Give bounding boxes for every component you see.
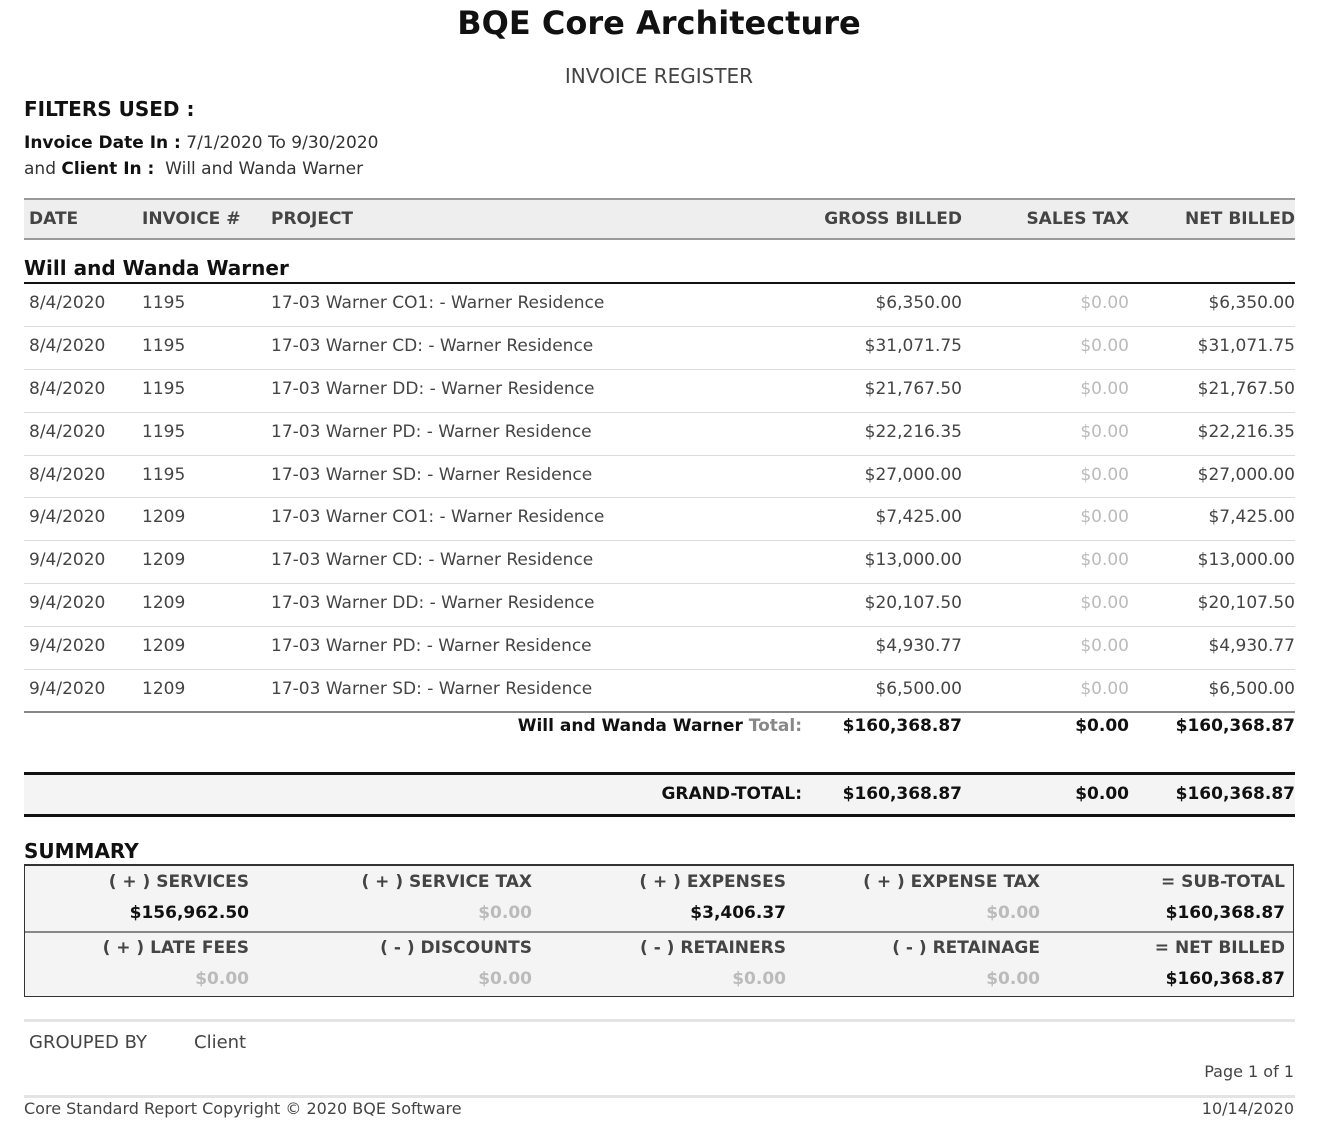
summary-late-fees-value: $0.00 <box>195 969 249 989</box>
table-row <box>24 370 1295 413</box>
table-row <box>24 284 1295 327</box>
filter-client-value: Will and Wanda Warner <box>165 159 364 179</box>
row-tax: $0.00 <box>1080 507 1129 528</box>
summary-subtotal-value: $160,368.87 <box>1165 903 1285 923</box>
filter-client-label: Client In : <box>61 159 155 179</box>
table-row <box>24 456 1295 499</box>
col-project: PROJECT <box>271 209 354 229</box>
row-date: 8/4/2020 <box>29 335 106 356</box>
summary-retainage-label: ( - ) RETAINAGE <box>892 938 1040 958</box>
table-row <box>24 327 1295 370</box>
row-gross: $13,000.00 <box>864 550 962 571</box>
row-invoice: 1209 <box>142 679 186 700</box>
footer-divider <box>24 1019 1295 1022</box>
col-net-billed: NET BILLED <box>1184 209 1295 229</box>
row-project: 17-03 Warner CO1: - Warner Residence <box>271 507 605 528</box>
filters-heading: FILTERS USED : <box>24 97 195 121</box>
row-tax: $0.00 <box>1080 636 1129 657</box>
group-total-net: $160,368.87 <box>1175 716 1295 736</box>
summary-subtotal-label: = SUB-TOTAL <box>1160 872 1285 892</box>
row-project: 17-03 Warner PD: - Warner Residence <box>271 421 592 442</box>
row-tax: $0.00 <box>1080 550 1129 571</box>
row-net: $6,500.00 <box>1208 679 1295 700</box>
summary-expense-tax-value: $0.00 <box>986 903 1040 923</box>
col-sales-tax: SALES TAX <box>1026 209 1129 229</box>
row-project: 17-03 Warner DD: - Warner Residence <box>271 378 595 399</box>
group-total-gross: $160,368.87 <box>842 716 962 736</box>
row-tax: $0.00 <box>1080 464 1129 485</box>
summary-service-tax-value: $0.00 <box>478 903 532 923</box>
row-invoice: 1209 <box>142 507 186 528</box>
row-date: 9/4/2020 <box>29 550 106 571</box>
row-gross: $6,500.00 <box>875 679 962 700</box>
summary-heading: SUMMARY <box>24 839 139 863</box>
table-row <box>24 670 1295 713</box>
row-net: $22,216.35 <box>1197 421 1295 442</box>
grand-total-row <box>24 772 1295 817</box>
summary-retainers-label: ( - ) RETAINERS <box>640 938 786 958</box>
row-project: 17-03 Warner SD: - Warner Residence <box>271 464 593 485</box>
filter-date-label: Invoice Date In : <box>24 133 181 153</box>
row-date: 9/4/2020 <box>29 593 106 614</box>
table-row <box>24 413 1295 456</box>
table-row <box>24 541 1295 584</box>
table-row <box>24 584 1295 627</box>
summary-expense-tax-label: ( + ) EXPENSE TAX <box>863 872 1040 892</box>
row-date: 8/4/2020 <box>29 378 106 399</box>
col-invoice: INVOICE # <box>142 209 241 229</box>
grand-total-net: $160,368.87 <box>1175 784 1295 804</box>
summary-late-fees-label: ( + ) LATE FEES <box>102 938 249 958</box>
summary-divider <box>25 931 1293 933</box>
company-name: BQE Core Architecture <box>457 4 861 42</box>
summary-net-billed-value: $160,368.87 <box>1165 969 1285 989</box>
row-tax: $0.00 <box>1080 593 1129 614</box>
summary-service-tax-label: ( + ) SERVICE TAX <box>361 872 532 892</box>
row-gross: $6,350.00 <box>875 293 962 313</box>
row-gross: $27,000.00 <box>864 464 962 485</box>
row-tax: $0.00 <box>1080 293 1129 313</box>
row-gross: $4,930.77 <box>875 636 962 657</box>
row-invoice: 1195 <box>142 293 186 313</box>
row-invoice: 1209 <box>142 593 186 614</box>
summary-expenses-label: ( + ) EXPENSES <box>639 872 786 892</box>
grouped-by-label: GROUPED BY <box>29 1032 147 1053</box>
row-date: 9/4/2020 <box>29 679 106 700</box>
group-total-tax: $0.00 <box>1075 716 1129 736</box>
filter-client <box>24 159 363 179</box>
col-date: DATE <box>29 209 79 229</box>
row-gross: $20,107.50 <box>864 593 962 614</box>
row-invoice: 1195 <box>142 335 186 356</box>
col-gross-billed: GROSS BILLED <box>824 209 962 229</box>
table-row <box>24 498 1295 541</box>
row-gross: $7,425.00 <box>875 507 962 528</box>
group-title: Will and Wanda Warner <box>24 256 289 280</box>
summary-services-label: ( + ) SERVICES <box>108 872 249 892</box>
row-net: $13,000.00 <box>1197 550 1295 571</box>
row-gross: $22,216.35 <box>864 421 962 442</box>
row-invoice: 1195 <box>142 421 186 442</box>
row-invoice: 1209 <box>142 550 186 571</box>
row-net: $27,000.00 <box>1197 464 1295 485</box>
filter-and-word: and <box>24 159 56 179</box>
report-title: INVOICE REGISTER <box>564 64 754 88</box>
table-row <box>24 627 1295 670</box>
row-invoice: 1195 <box>142 464 186 485</box>
row-net: $6,350.00 <box>1208 293 1295 313</box>
row-project: 17-03 Warner CO1: - Warner Residence <box>271 293 605 313</box>
grand-total-gross: $160,368.87 <box>842 784 962 804</box>
row-date: 9/4/2020 <box>29 636 106 657</box>
summary-retainers-value: $0.00 <box>732 969 786 989</box>
row-project: 17-03 Warner CD: - Warner Residence <box>271 335 594 356</box>
row-date: 8/4/2020 <box>29 293 106 313</box>
row-invoice: 1195 <box>142 378 186 399</box>
invoice-rows <box>24 284 1295 713</box>
row-net: $21,767.50 <box>1197 378 1295 399</box>
summary-discounts-label: ( - ) DISCOUNTS <box>380 938 532 958</box>
row-tax: $0.00 <box>1080 335 1129 356</box>
grand-total-tax: $0.00 <box>1075 784 1129 804</box>
row-project: 17-03 Warner SD: - Warner Residence <box>271 679 593 700</box>
filter-date-value: 7/1/2020 To 9/30/2020 <box>186 133 379 153</box>
row-project: 17-03 Warner CD: - Warner Residence <box>271 550 594 571</box>
row-project: 17-03 Warner DD: - Warner Residence <box>271 593 595 614</box>
row-net: $20,107.50 <box>1197 593 1295 614</box>
print-date: 10/14/2020 <box>1201 1099 1294 1118</box>
grouped-by-value: Client <box>194 1032 247 1053</box>
summary-discounts-value: $0.00 <box>478 969 532 989</box>
row-project: 17-03 Warner PD: - Warner Residence <box>271 636 592 657</box>
summary-net-billed-label: = NET BILLED <box>1154 938 1285 958</box>
summary-retainage-value: $0.00 <box>986 969 1040 989</box>
grand-total-label: GRAND-TOTAL: <box>661 784 802 804</box>
row-tax: $0.00 <box>1080 378 1129 399</box>
table-header <box>24 198 1295 240</box>
row-tax: $0.00 <box>1080 421 1129 442</box>
row-date: 8/4/2020 <box>29 421 106 442</box>
group-total-suffix: Total: <box>748 716 802 736</box>
copyright: Core Standard Report Copyright © 2020 BQE Software <box>24 1099 462 1118</box>
group-total-row <box>24 714 1295 742</box>
summary-box <box>24 864 1294 997</box>
group-total-client: Will and Wanda Warner <box>517 716 743 736</box>
row-date: 8/4/2020 <box>29 464 106 485</box>
filter-date <box>24 133 378 153</box>
row-net: $7,425.00 <box>1208 507 1295 528</box>
row-net: $4,930.77 <box>1208 636 1295 657</box>
row-gross: $21,767.50 <box>864 378 962 399</box>
footer-bottom-divider <box>24 1095 1295 1098</box>
row-gross: $31,071.75 <box>864 335 962 356</box>
row-tax: $0.00 <box>1080 679 1129 700</box>
summary-services-value: $156,962.50 <box>129 903 249 923</box>
row-date: 9/4/2020 <box>29 507 106 528</box>
summary-expenses-value: $3,406.37 <box>690 903 786 923</box>
row-invoice: 1209 <box>142 636 186 657</box>
page-number: Page 1 of 1 <box>1204 1062 1294 1081</box>
row-net: $31,071.75 <box>1197 335 1295 356</box>
group-total-label <box>518 716 802 736</box>
